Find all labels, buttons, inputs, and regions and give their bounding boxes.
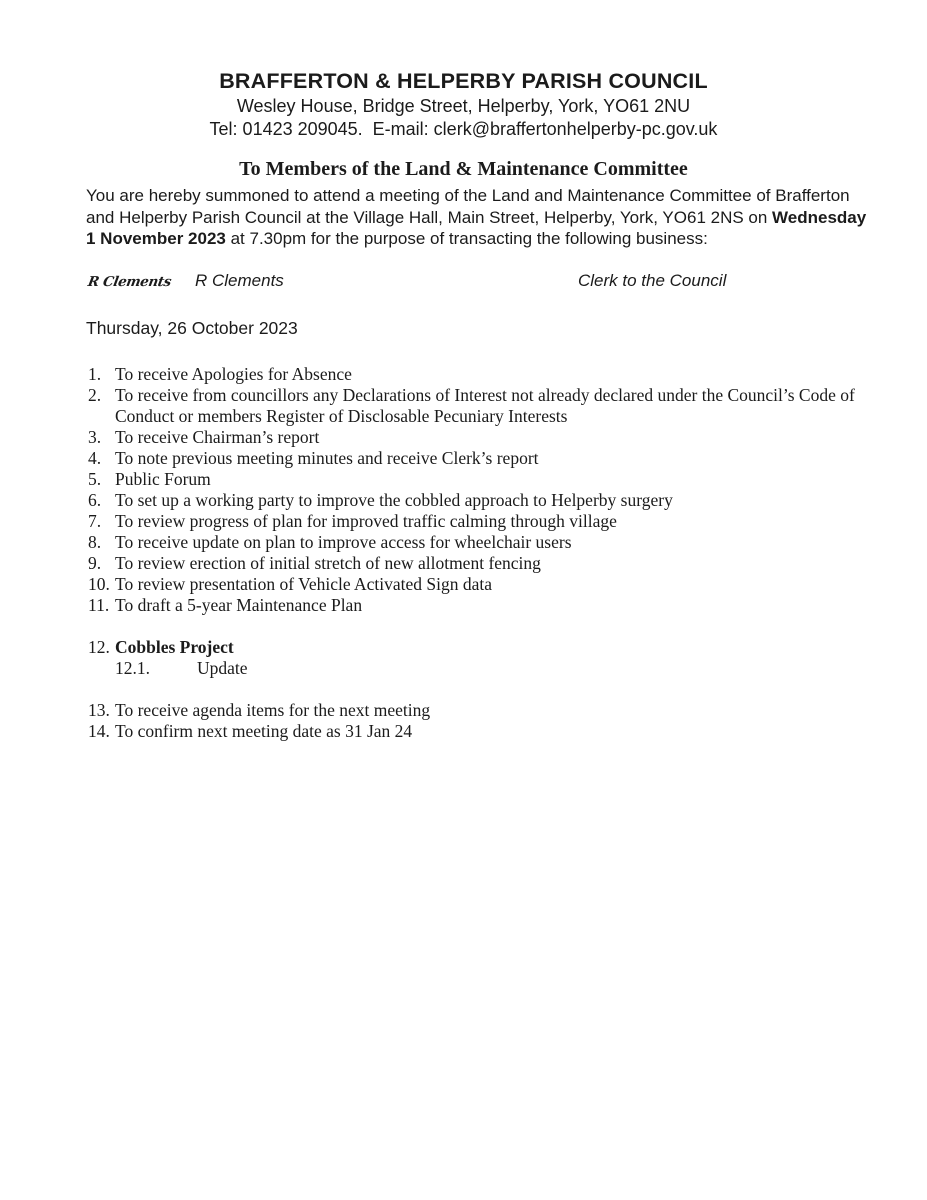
agenda-list (88, 364, 860, 742)
item-number: 10. (88, 573, 110, 594)
item-text: To confirm next meeting date as 31 Jan 24 (115, 720, 413, 741)
agenda-item (88, 364, 860, 385)
summons-text-before: You are hereby summoned to attend a meeting of the Land and Maintenance Committee of Brafferton and Helperby Parish Council at the Village Hall, Main Street, Helperby, York, YO61 2NS on (86, 186, 850, 227)
agenda-item (88, 532, 860, 553)
sub-item-number: 12.1. (115, 657, 150, 678)
sub-item-text: Update (197, 657, 248, 678)
agenda-item (88, 721, 860, 742)
item-number: 11. (88, 594, 110, 615)
item-text: To draft a 5-year Maintenance Plan (115, 594, 363, 615)
item-text: To review erection of initial stretch of new allotment fencing (115, 552, 541, 573)
clerk-role-label: Clerk to the Council (578, 270, 727, 290)
agenda-item (88, 469, 860, 490)
clerk-typed-name: R Clements (195, 270, 284, 290)
item-number: 13. (88, 699, 110, 720)
meeting-date-bold: Wednesday 1 November 2023 (86, 207, 867, 248)
summons-paragraph (86, 185, 870, 250)
item-number: 2. (88, 384, 102, 405)
agenda-item (88, 511, 860, 532)
item-text: To review presentation of Vehicle Activated Sign data (115, 573, 493, 594)
agenda-item (88, 385, 860, 427)
council-contact: Tel: 01423 209045. E-mail: clerk@braffertonhelperby-pc.gov.uk (209, 119, 718, 139)
agenda-item (88, 700, 860, 721)
issue-date: Thursday, 26 October 2023 (86, 317, 298, 338)
agenda-sub-item-update (88, 658, 860, 679)
item-text: To receive update on plan to improve access for wheelchair users (115, 531, 572, 552)
committee-heading: To Members of the Land & Maintenance Committee (239, 158, 688, 180)
agenda-item (88, 490, 860, 511)
item-number: 9. (88, 552, 102, 573)
agenda-item (88, 427, 860, 448)
item-text: Cobbles Project (115, 636, 234, 657)
item-number: 1. (88, 363, 102, 384)
council-title: BRAFFERTON & HELPERBY PARISH COUNCIL (219, 69, 708, 93)
item-text: Public Forum (115, 468, 211, 489)
agenda-item (88, 448, 860, 469)
item-number: 7. (88, 510, 102, 531)
clerk-signature-script: R Clements (86, 273, 173, 290)
agenda-item (88, 595, 860, 616)
agenda-item (88, 574, 860, 595)
item-number: 3. (88, 426, 102, 447)
item-text: To receive Chairman’s report (115, 426, 320, 447)
signature-row (0, 271, 927, 294)
item-text: To set up a working party to improve the cobbled approach to Helperby surgery (115, 489, 673, 510)
summons-text-after: at 7.30pm for the purpose of transacting the following business: (225, 229, 708, 248)
agenda-item-cobbles-project (88, 637, 860, 658)
council-address: Wesley House, Bridge Street, Helperby, York, YO61 2NU (236, 96, 691, 116)
item-number: 8. (88, 531, 102, 552)
item-text: To receive Apologies for Absence (115, 363, 352, 384)
item-number: 14. (88, 720, 110, 741)
item-number: 4. (88, 447, 102, 468)
item-number: 5. (88, 468, 102, 489)
item-text: To review progress of plan for improved traffic calming through village (115, 510, 617, 531)
item-text: To receive from councillors any Declarations of Interest not already declared under the Council’s Code of Conduct or members Register of Disclosable Pecuniary Interests (115, 384, 855, 426)
item-number: 6. (88, 489, 102, 510)
item-number: 12. (88, 636, 110, 657)
letterhead (0, 0, 927, 141)
item-text: To note previous meeting minutes and receive Clerk’s report (115, 447, 539, 468)
agenda-item (88, 553, 860, 574)
item-text: To receive agenda items for the next meeting (115, 699, 431, 720)
